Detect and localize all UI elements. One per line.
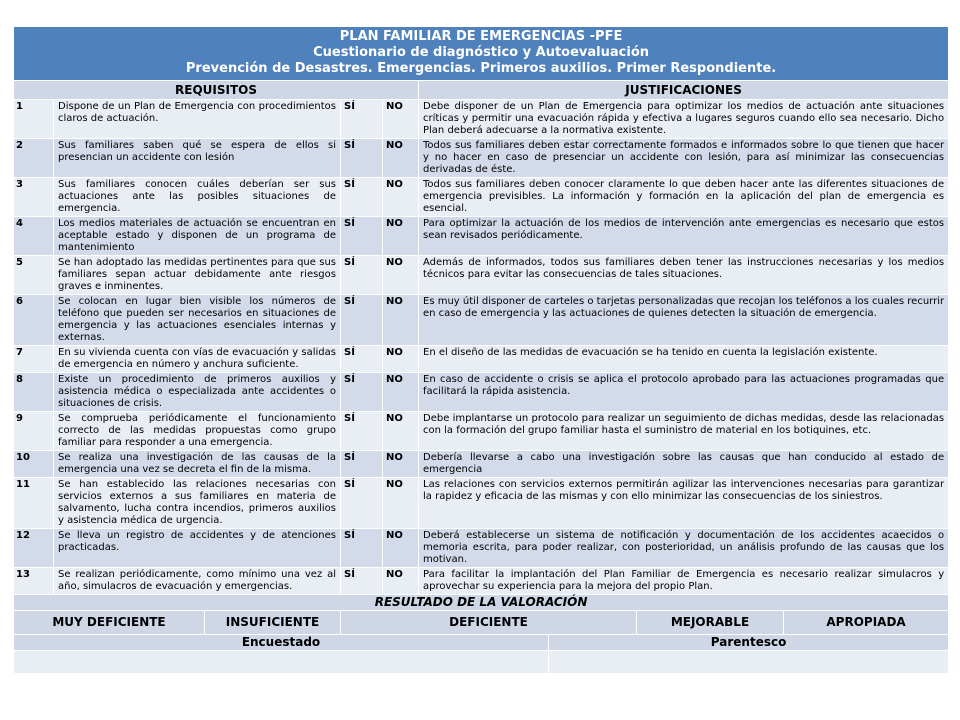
question-justification: Es muy útil disponer de carteles o tarjetas personalizadas que recojan los teléfonos a los cuales recurrir en caso de emergencia y las actuaciones de quienes detecten la situación de emergencia. bbox=[419, 295, 949, 346]
question-row bbox=[14, 346, 949, 373]
question-row bbox=[14, 139, 949, 178]
question-justification: Todos sus familiares deben estar correctamente formados e informados sobre lo que tienen que hacer y no hacer en caso de presenciar un accidente con lesión, para así minimizar las consecuencias derivadas de éste. bbox=[419, 139, 949, 178]
question-justification: Debe disponer de un Plan de Emergencia para optimizar los medios de actuación ante situaciones críticas y permitir una evacuación rápida y efectiva a lugares seguros cuando ello sea necesario. Dicho Plan deberá adecuarse a la normativa existente. bbox=[419, 100, 949, 139]
question-requirement: Dispone de un Plan de Emergencia con procedimientos claros de actuación. bbox=[54, 100, 341, 139]
question-row bbox=[14, 529, 949, 568]
question-justification: Para facilitar la implantación del Plan Familiar de Emergencia es necesario realizar simulacros y aprovechar su experiencia para la mejora del propio Plan. bbox=[419, 568, 949, 595]
question-justification: En caso de accidente o crisis se aplica el protocolo aprobado para las actuaciones programadas que facilitará la rápida asistencia. bbox=[419, 373, 949, 412]
parentesco-field[interactable] bbox=[549, 651, 949, 674]
question-number: 5 bbox=[14, 256, 54, 295]
answer-si[interactable]: SÍ bbox=[341, 256, 383, 295]
answer-no[interactable]: NO bbox=[383, 139, 419, 178]
question-requirement: En su vivienda cuenta con vías de evacuación y salidas de emergencia en número y anchura suficiente. bbox=[54, 346, 341, 373]
questions-body bbox=[14, 100, 949, 595]
emergency-questionnaire bbox=[13, 26, 948, 674]
answer-si[interactable]: SÍ bbox=[341, 568, 383, 595]
question-row bbox=[14, 295, 949, 346]
question-row bbox=[14, 100, 949, 139]
question-requirement: Se colocan en lugar bien visible los números de teléfono que pueden ser necesarios en situaciones de emergencia y las actuaciones esenciales internas y externas. bbox=[54, 295, 341, 346]
question-requirement: Se realizan periódicamente, como mínimo una vez al año, simulacros de evacuación y emergencias. bbox=[54, 568, 341, 595]
question-requirement: Sus familiares saben qué se espera de ellos si presencian un accidente con lesión bbox=[54, 139, 341, 178]
question-row bbox=[14, 451, 949, 478]
question-justification: Debe implantarse un protocolo para realizar un seguimiento de dichas medidas, desde las relacionadas con la formación del grupo familiar hasta el suministro de material en los botiquines, etc. bbox=[419, 412, 949, 451]
question-requirement: Se han establecido las relaciones necesarias con servicios externos a sus familiares en materia de salvamento, lucha contra incendios, primeros auxilios y asistencia médica de urgencia. bbox=[54, 478, 341, 529]
answer-si[interactable]: SÍ bbox=[341, 478, 383, 529]
question-number: 3 bbox=[14, 178, 54, 217]
requisitos-header: REQUISITOS bbox=[14, 81, 419, 100]
question-requirement: Se comprueba periódicamente el funcionamiento correcto de las medidas propuestas como grupo familiar para responder a una emergencia. bbox=[54, 412, 341, 451]
question-requirement: Sus familiares conocen cuáles deberían ser sus actuaciones ante las posibles situaciones de emergencia. bbox=[54, 178, 341, 217]
question-requirement: Se han adoptado las medidas pertinentes para que sus familiares sepan actuar debidamente ante riesgos graves e inminentes. bbox=[54, 256, 341, 295]
answer-no[interactable]: NO bbox=[383, 568, 419, 595]
answer-no[interactable]: NO bbox=[383, 100, 419, 139]
answer-no[interactable]: NO bbox=[383, 256, 419, 295]
answer-no[interactable]: NO bbox=[383, 178, 419, 217]
answer-no[interactable]: NO bbox=[383, 295, 419, 346]
question-requirement: Se lleva un registro de accidentes y de atenciones practicadas. bbox=[54, 529, 341, 568]
question-number: 4 bbox=[14, 217, 54, 256]
document-topics: Prevención de Desastres. Emergencias. Primeros auxilios. Primer Respondiente. bbox=[185, 61, 777, 76]
question-number: 13 bbox=[14, 568, 54, 595]
answer-si[interactable]: SÍ bbox=[341, 217, 383, 256]
rating-apropiada[interactable]: APROPIADA bbox=[784, 611, 949, 635]
question-number: 1 bbox=[14, 100, 54, 139]
answer-si[interactable]: SÍ bbox=[341, 100, 383, 139]
answer-no[interactable]: NO bbox=[383, 346, 419, 373]
answer-no[interactable]: NO bbox=[383, 451, 419, 478]
question-number: 8 bbox=[14, 373, 54, 412]
question-row bbox=[14, 412, 949, 451]
question-number: 6 bbox=[14, 295, 54, 346]
answer-no[interactable]: NO bbox=[383, 373, 419, 412]
question-justification: Deberá establecerse un sistema de notificación y documentación de los accidentes acaecidos o memoria escrita, para poder realizar, con posterioridad, un análisis profundo de las causas que los motivan. bbox=[419, 529, 949, 568]
question-number: 10 bbox=[14, 451, 54, 478]
encuestado-field[interactable] bbox=[14, 651, 549, 674]
question-justification: Además de informados, todos sus familiares deben tener las instrucciones necesarias y los medios técnicos para evitar las consecuencias de tales situaciones. bbox=[419, 256, 949, 295]
question-requirement: Los medios materiales de actuación se encuentran en aceptable estado y disponen de un programa de mantenimiento bbox=[54, 217, 341, 256]
answer-no[interactable]: NO bbox=[383, 529, 419, 568]
question-number: 7 bbox=[14, 346, 54, 373]
question-number: 12 bbox=[14, 529, 54, 568]
question-justification: Las relaciones con servicios externos permitirán agilizar las intervenciones necesarias para garantizar la rapidez y eficacia de las mismas y con ello minimizar las consecuencias de los siniestros. bbox=[419, 478, 949, 529]
rating-scale bbox=[14, 611, 949, 635]
question-row bbox=[14, 178, 949, 217]
answer-si[interactable]: SÍ bbox=[341, 295, 383, 346]
rating-mejorable[interactable]: MEJORABLE bbox=[637, 611, 784, 635]
answer-si[interactable]: SÍ bbox=[341, 529, 383, 568]
question-number: 11 bbox=[14, 478, 54, 529]
answer-no[interactable]: NO bbox=[383, 217, 419, 256]
resultado-title: RESULTADO DE LA VALORACIÓN bbox=[14, 595, 949, 611]
answer-si[interactable]: SÍ bbox=[341, 346, 383, 373]
document-header bbox=[14, 27, 949, 81]
parentesco-label: Parentesco bbox=[549, 635, 949, 651]
rating-muy-deficiente[interactable]: MUY DEFICIENTE bbox=[14, 611, 205, 635]
question-number: 9 bbox=[14, 412, 54, 451]
answer-no[interactable]: NO bbox=[383, 478, 419, 529]
question-row bbox=[14, 217, 949, 256]
document-subtitle: Cuestionario de diagnóstico y Autoevaluación bbox=[313, 45, 649, 60]
question-justification: Debería llevarse a cabo una investigación sobre las causas que han conducido al estado de emergencia bbox=[419, 451, 949, 478]
question-row bbox=[14, 568, 949, 595]
question-row bbox=[14, 373, 949, 412]
encuestado-label: Encuestado bbox=[14, 635, 549, 651]
question-row bbox=[14, 256, 949, 295]
answer-si[interactable]: SÍ bbox=[341, 412, 383, 451]
question-requirement: Existe un procedimiento de primeros auxilios y asistencia médica o especializada ante accidentes o situaciones de crisis. bbox=[54, 373, 341, 412]
rating-insuficiente[interactable]: INSUFICIENTE bbox=[205, 611, 341, 635]
document-title: PLAN FAMILIAR DE EMERGENCIAS -PFE bbox=[339, 29, 623, 44]
questionnaire-table bbox=[13, 26, 949, 674]
answer-si[interactable]: SÍ bbox=[341, 373, 383, 412]
question-requirement: Se realiza una investigación de las causas de la emergencia una vez se decreta el fin de la misma. bbox=[54, 451, 341, 478]
question-justification: En el diseño de las medidas de evacuación se ha tenido en cuenta la legislación existente. bbox=[419, 346, 949, 373]
answer-si[interactable]: SÍ bbox=[341, 451, 383, 478]
rating-deficiente[interactable]: DEFICIENTE bbox=[341, 611, 637, 635]
justificaciones-header: JUSTIFICACIONES bbox=[419, 81, 949, 100]
question-justification: Todos sus familiares deben conocer claramente lo que deben hacer ante las diferentes situaciones de emergencia previsibles. La información y formación en la aplicación del plan de emergencia es esencial. bbox=[419, 178, 949, 217]
answer-si[interactable]: SÍ bbox=[341, 139, 383, 178]
question-number: 2 bbox=[14, 139, 54, 178]
answer-si[interactable]: SÍ bbox=[341, 178, 383, 217]
question-justification: Para optimizar la actuación de los medios de intervención ante emergencias es necesario que estos sean revisados periódicamente. bbox=[419, 217, 949, 256]
question-row bbox=[14, 478, 949, 529]
answer-no[interactable]: NO bbox=[383, 412, 419, 451]
